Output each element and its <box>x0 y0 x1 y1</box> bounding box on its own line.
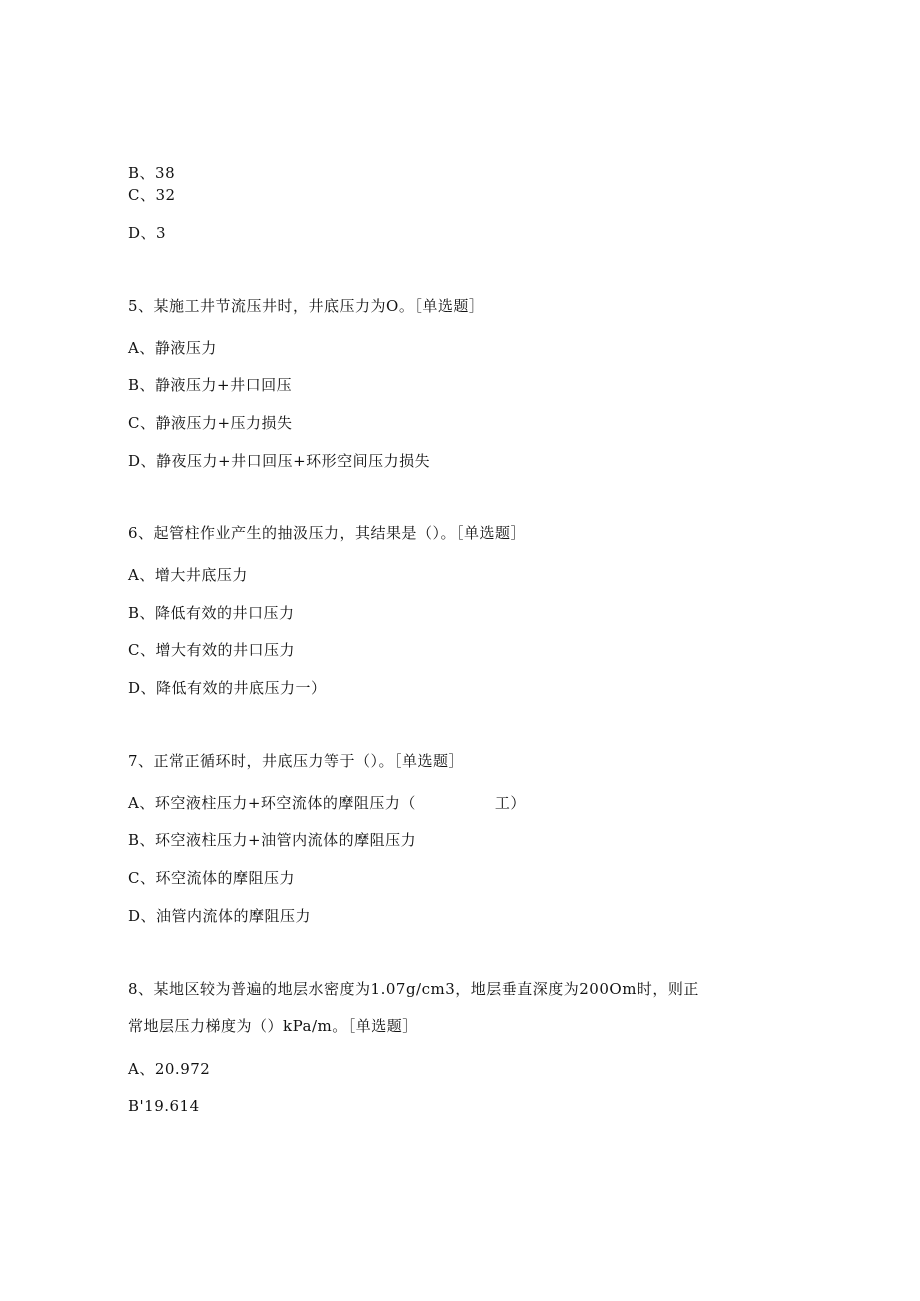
option-c: C、32 <box>128 186 176 204</box>
question-7-option-c: C、环空流体的摩阻压力 <box>128 869 295 887</box>
question-7-stem: 7、正常正循环时，井底压力等于（）。［单选题］ <box>128 752 465 770</box>
question-5-option-a: A、静液压力 <box>128 339 217 357</box>
question-7-option-a: A、环空液柱压力+环空流体的摩阻压力（ 工） <box>128 794 526 812</box>
question-8-option-a: A、20.972 <box>128 1060 211 1078</box>
question-5-stem: 5、某施工井节流压井时，井底压力为O。［单选题］ <box>128 297 485 315</box>
question-7-option-b: B、环空液柱压力+油管内流体的摩阻压力 <box>128 831 417 849</box>
question-8-stem-line2: 常地层压力梯度为（）kPa/m。［单选题］ <box>128 1017 418 1035</box>
question-6-option-b: B、降低有效的井口压力 <box>128 604 295 622</box>
question-6-option-c: C、增大有效的井口压力 <box>128 641 295 659</box>
question-5-option-d: D、静夜压力+井口回压+环形空间压力损失 <box>128 452 431 470</box>
question-5-option-c: C、静液压力+压力损失 <box>128 414 293 432</box>
question-8-option-b: B'19.614 <box>128 1097 200 1115</box>
question-6-stem: 6、起管柱作业产生的抽汲压力，其结果是（）。［单选题］ <box>128 524 527 542</box>
question-5-option-b: B、静液压力+井口回压 <box>128 376 293 394</box>
question-6-option-d: D、降低有效的井底压力一） <box>128 679 327 697</box>
option-b: B、38 <box>128 164 176 182</box>
question-6-option-a: A、增大井底压力 <box>128 566 248 584</box>
question-7-option-d: D、油管内流体的摩阻压力 <box>128 907 312 925</box>
option-d: D、3 <box>128 224 167 242</box>
question-8-stem-line1: 8、某地区较为普遍的地层水密度为1.07g∕cm3，地层垂直深度为200Om时，则正 <box>128 980 699 998</box>
